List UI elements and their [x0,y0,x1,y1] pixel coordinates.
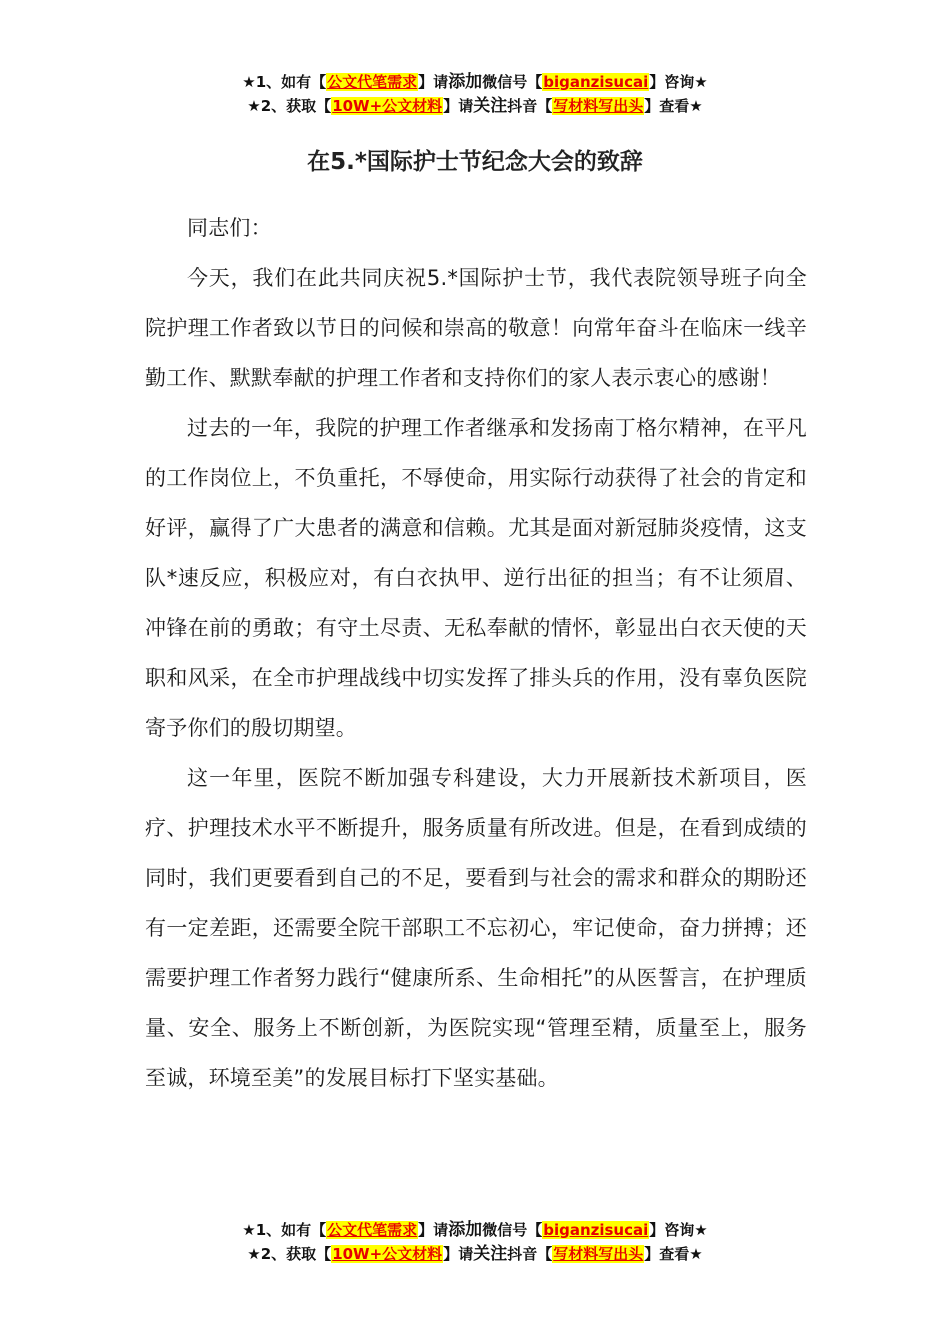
promo-line-2 [0,1242,950,1266]
promo-line-1 [0,70,950,94]
highlight-service: 公文代笔需求 [327,73,418,91]
promo-text: 】请 [443,1245,474,1263]
promo-text: 抖音【 [507,1245,553,1263]
promo-line-2 [0,94,950,118]
promo-text: ★1、如有【 [242,73,327,91]
emphasis-text: 添加 [448,1220,483,1240]
body-paragraph: 这一年里，医院不断加强专科建设，大力开展新技术新项目，医疗、护理技术水平不断提升，服务质量有所改进。但是，在看到成绩的同时，我们更要看到自己的不足，要看到与社会的需求和群众的期盼还有一定差距，还需要全院干部职工不忘初心，牢记使命，奋力拼搏；还需要护理工作者努力践行“健康所系、生命相托”的从医誓言，在护理质量、安全、服务上不断创新，为医院实现“管理至精，质量至上，服务至诚，环境至美”的发展目标打下坚实基础。 [145,766,807,1090]
douyin-account: 写材料写出头 [553,1245,644,1263]
promo-text: ★2、获取【 [247,97,332,115]
emphasis-text: 关注 [473,1244,508,1264]
body-paragraph: 今天，我们在此共同庆祝5.*国际护士节，我代表院领导班子向全院护理工作者致以节日的问候和崇高的敬意！向常年奋斗在临床一线辛勤工作、默默奉献的护理工作者和支持你们的家人表示衷心的感谢！ [145,266,807,390]
document-title: 在5.*国际护士节纪念大会的致辞 [307,149,643,175]
promo-text: 】请 [418,1221,449,1239]
emphasis-text: 关注 [473,96,508,116]
promo-text: 】咨询★ [649,73,708,91]
promo-text: 】请 [418,73,449,91]
promo-text: 微信号【 [482,1221,543,1239]
emphasis-text: 添加 [448,72,483,92]
salutation: 同志们： [187,216,272,240]
promo-text: 抖音【 [507,97,553,115]
promo-text: 】请 [443,97,474,115]
wechat-id: biganzisucai [543,73,649,91]
document-body [145,203,807,1103]
highlight-service: 公文代笔需求 [327,1221,418,1239]
douyin-account: 写材料写出头 [553,97,644,115]
body-paragraph: 过去的一年，我院的护理工作者继承和发扬南丁格尔精神，在平凡的工作岗位上，不负重托，不辱使命，用实际行动获得了社会的肯定和好评，赢得了广大患者的满意和信赖。尤其是面对新冠肺炎疫情，这支队*速反应，积极应对，有白衣执甲、逆行出征的担当；有不让须眉、冲锋在前的勇敢；有守土尽责、无私奉献的情怀，彰显出白衣天使的天职和风采，在全市护理战线中切实发挥了排头兵的作用，没有辜负医院寄予你们的殷切期望。 [145,416,807,740]
promo-banner-bottom [0,1218,950,1266]
wechat-id: biganzisucai [543,1221,649,1239]
highlight-materials: 10W+公文材料 [332,97,443,115]
promo-text: 微信号【 [482,73,543,91]
promo-text: 】查看★ [644,97,703,115]
promo-text: 】咨询★ [649,1221,708,1239]
promo-banner-top [0,70,950,118]
highlight-materials: 10W+公文材料 [332,1245,443,1263]
promo-line-1 [0,1218,950,1242]
promo-text: ★1、如有【 [242,1221,327,1239]
promo-text: ★2、获取【 [247,1245,332,1263]
promo-text: 】查看★ [644,1245,703,1263]
